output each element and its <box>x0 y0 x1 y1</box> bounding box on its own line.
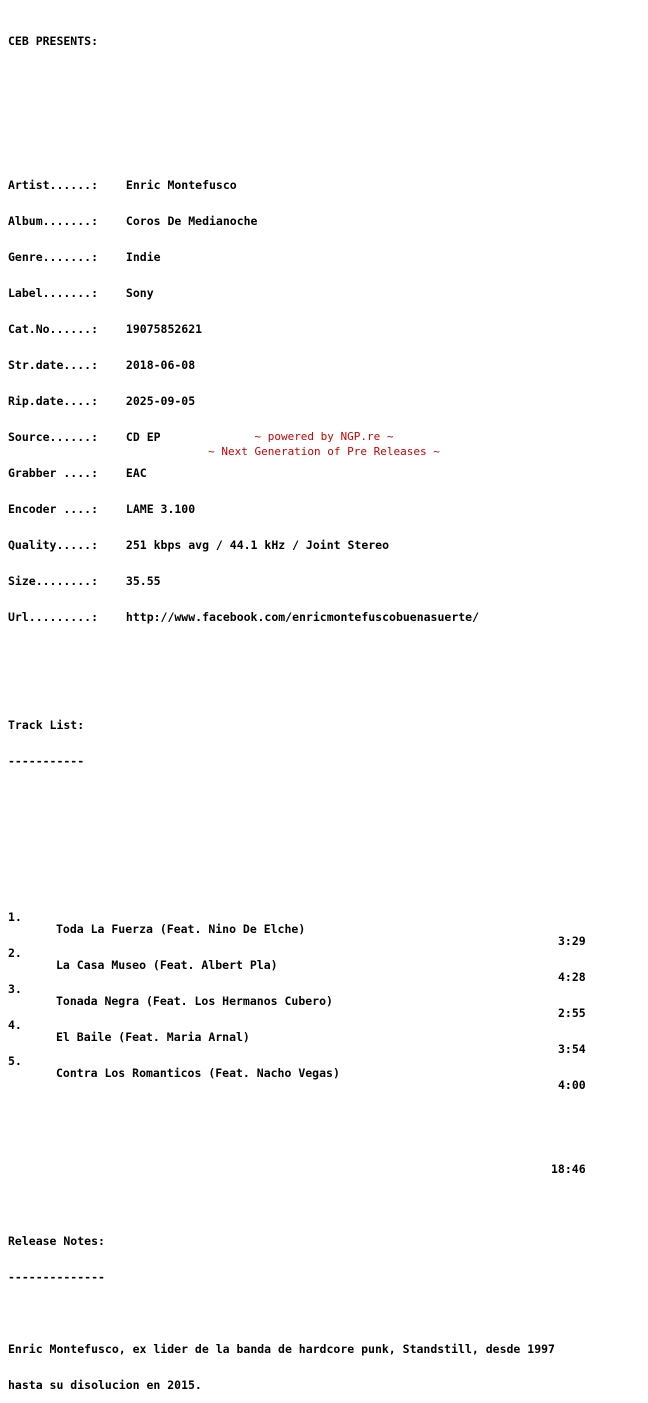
tracklist-heading: Track List: <box>8 718 85 732</box>
track-duration: 4:00 <box>558 1078 586 1092</box>
info-value: Sony <box>119 286 154 300</box>
total-row <box>8 1151 644 1176</box>
release-notes-line: hasta su disolucion en 2015. <box>8 1378 202 1392</box>
footer-powered-by: ~ powered by NGP.re ~ <box>254 430 394 443</box>
info-block <box>8 155 644 647</box>
info-row-ripdate <box>8 395 644 407</box>
track-duration: 2:55 <box>558 1006 586 1020</box>
info-url[interactable]: http://www.facebook.com/enricmontefuscobuenasuerte/ <box>119 610 480 624</box>
info-key: Str.date....: <box>8 358 99 372</box>
info-key: Source......: <box>8 430 99 444</box>
nfo-title: CEB PRESENTS: <box>8 34 99 48</box>
release-notes-underline: -------------- <box>8 1270 105 1284</box>
info-value: 2025-09-05 <box>119 394 196 408</box>
track-row <box>8 1043 644 1092</box>
info-key: Size........: <box>8 574 99 588</box>
info-key: Album.......: <box>8 214 99 228</box>
spacer <box>8 71 644 83</box>
info-key: Label.......: <box>8 286 99 300</box>
info-key: Cat.No......: <box>8 322 99 336</box>
info-row-genre <box>8 251 644 263</box>
footer <box>0 429 648 459</box>
info-value: 2018-06-08 <box>119 358 196 372</box>
spacer <box>8 683 644 695</box>
track-row <box>8 1007 644 1056</box>
info-key: Genre.......: <box>8 250 99 264</box>
track-row <box>8 899 644 948</box>
track-number: 4. <box>8 1018 22 1032</box>
info-value: LAME 3.100 <box>119 502 196 516</box>
spacer <box>8 1115 644 1127</box>
release-notes-line: Enric Montefusco, ex lider de la banda de hardcore punk, Standstill, desde 1997 <box>8 1342 555 1356</box>
track-duration: 3:54 <box>558 1042 586 1056</box>
info-key: Encoder ....: <box>8 502 99 516</box>
info-value: Enric Montefusco <box>119 178 237 192</box>
info-row-grabber <box>8 467 644 479</box>
spacer <box>8 791 644 803</box>
track-title: El Baile (Feat. Maria Arnal) <box>56 1030 250 1044</box>
footer-tagline: ~ Next Generation of Pre Releases ~ <box>208 445 440 458</box>
track-title: La Casa Museo (Feat. Albert Pla) <box>56 958 278 972</box>
info-row-encoder <box>8 503 644 515</box>
spacer <box>8 107 644 119</box>
info-row-url <box>8 611 644 623</box>
track-row <box>8 971 644 1020</box>
info-value: CD EP <box>119 430 161 444</box>
info-row-artist <box>8 179 644 191</box>
track-list <box>8 875 644 1092</box>
track-title: Toda La Fuerza (Feat. Nino De Elche) <box>56 922 306 936</box>
spacer <box>8 1307 644 1319</box>
track-number: 1. <box>8 910 22 924</box>
info-row-label <box>8 287 644 299</box>
info-value: 251 kbps avg / 44.1 kHz / Joint Stereo <box>119 538 390 552</box>
info-row-album <box>8 215 644 227</box>
total-duration: 18:46 <box>551 1162 586 1176</box>
info-value: EAC <box>119 466 147 480</box>
info-key: Quality.....: <box>8 538 99 552</box>
track-title: Tonada Negra (Feat. Los Hermanos Cubero) <box>56 994 333 1008</box>
info-key: Grabber ....: <box>8 466 99 480</box>
info-key: Artist......: <box>8 178 99 192</box>
info-row-quality <box>8 539 644 551</box>
track-duration: 4:28 <box>558 970 586 984</box>
info-row-catno <box>8 323 644 335</box>
info-value: Coros De Medianoche <box>119 214 258 228</box>
info-value: Indie <box>119 250 161 264</box>
info-value: 19075852621 <box>119 322 203 336</box>
info-row-strdate <box>8 359 644 371</box>
spacer <box>8 1187 644 1199</box>
tracklist-underline: ----------- <box>8 754 85 768</box>
nfo-document <box>8 11 644 1403</box>
track-number: 5. <box>8 1054 22 1068</box>
spacer <box>8 827 644 839</box>
track-row <box>8 935 644 984</box>
info-row-size <box>8 575 644 587</box>
release-notes-heading: Release Notes: <box>8 1234 105 1248</box>
track-title: Contra Los Romanticos (Feat. Nacho Vegas) <box>56 1066 340 1080</box>
info-key: Url.........: <box>8 610 99 624</box>
track-duration: 3:29 <box>558 934 586 948</box>
track-number: 3. <box>8 982 22 996</box>
info-value: 35.55 <box>119 574 161 588</box>
info-key: Rip.date....: <box>8 394 99 408</box>
track-number: 2. <box>8 946 22 960</box>
